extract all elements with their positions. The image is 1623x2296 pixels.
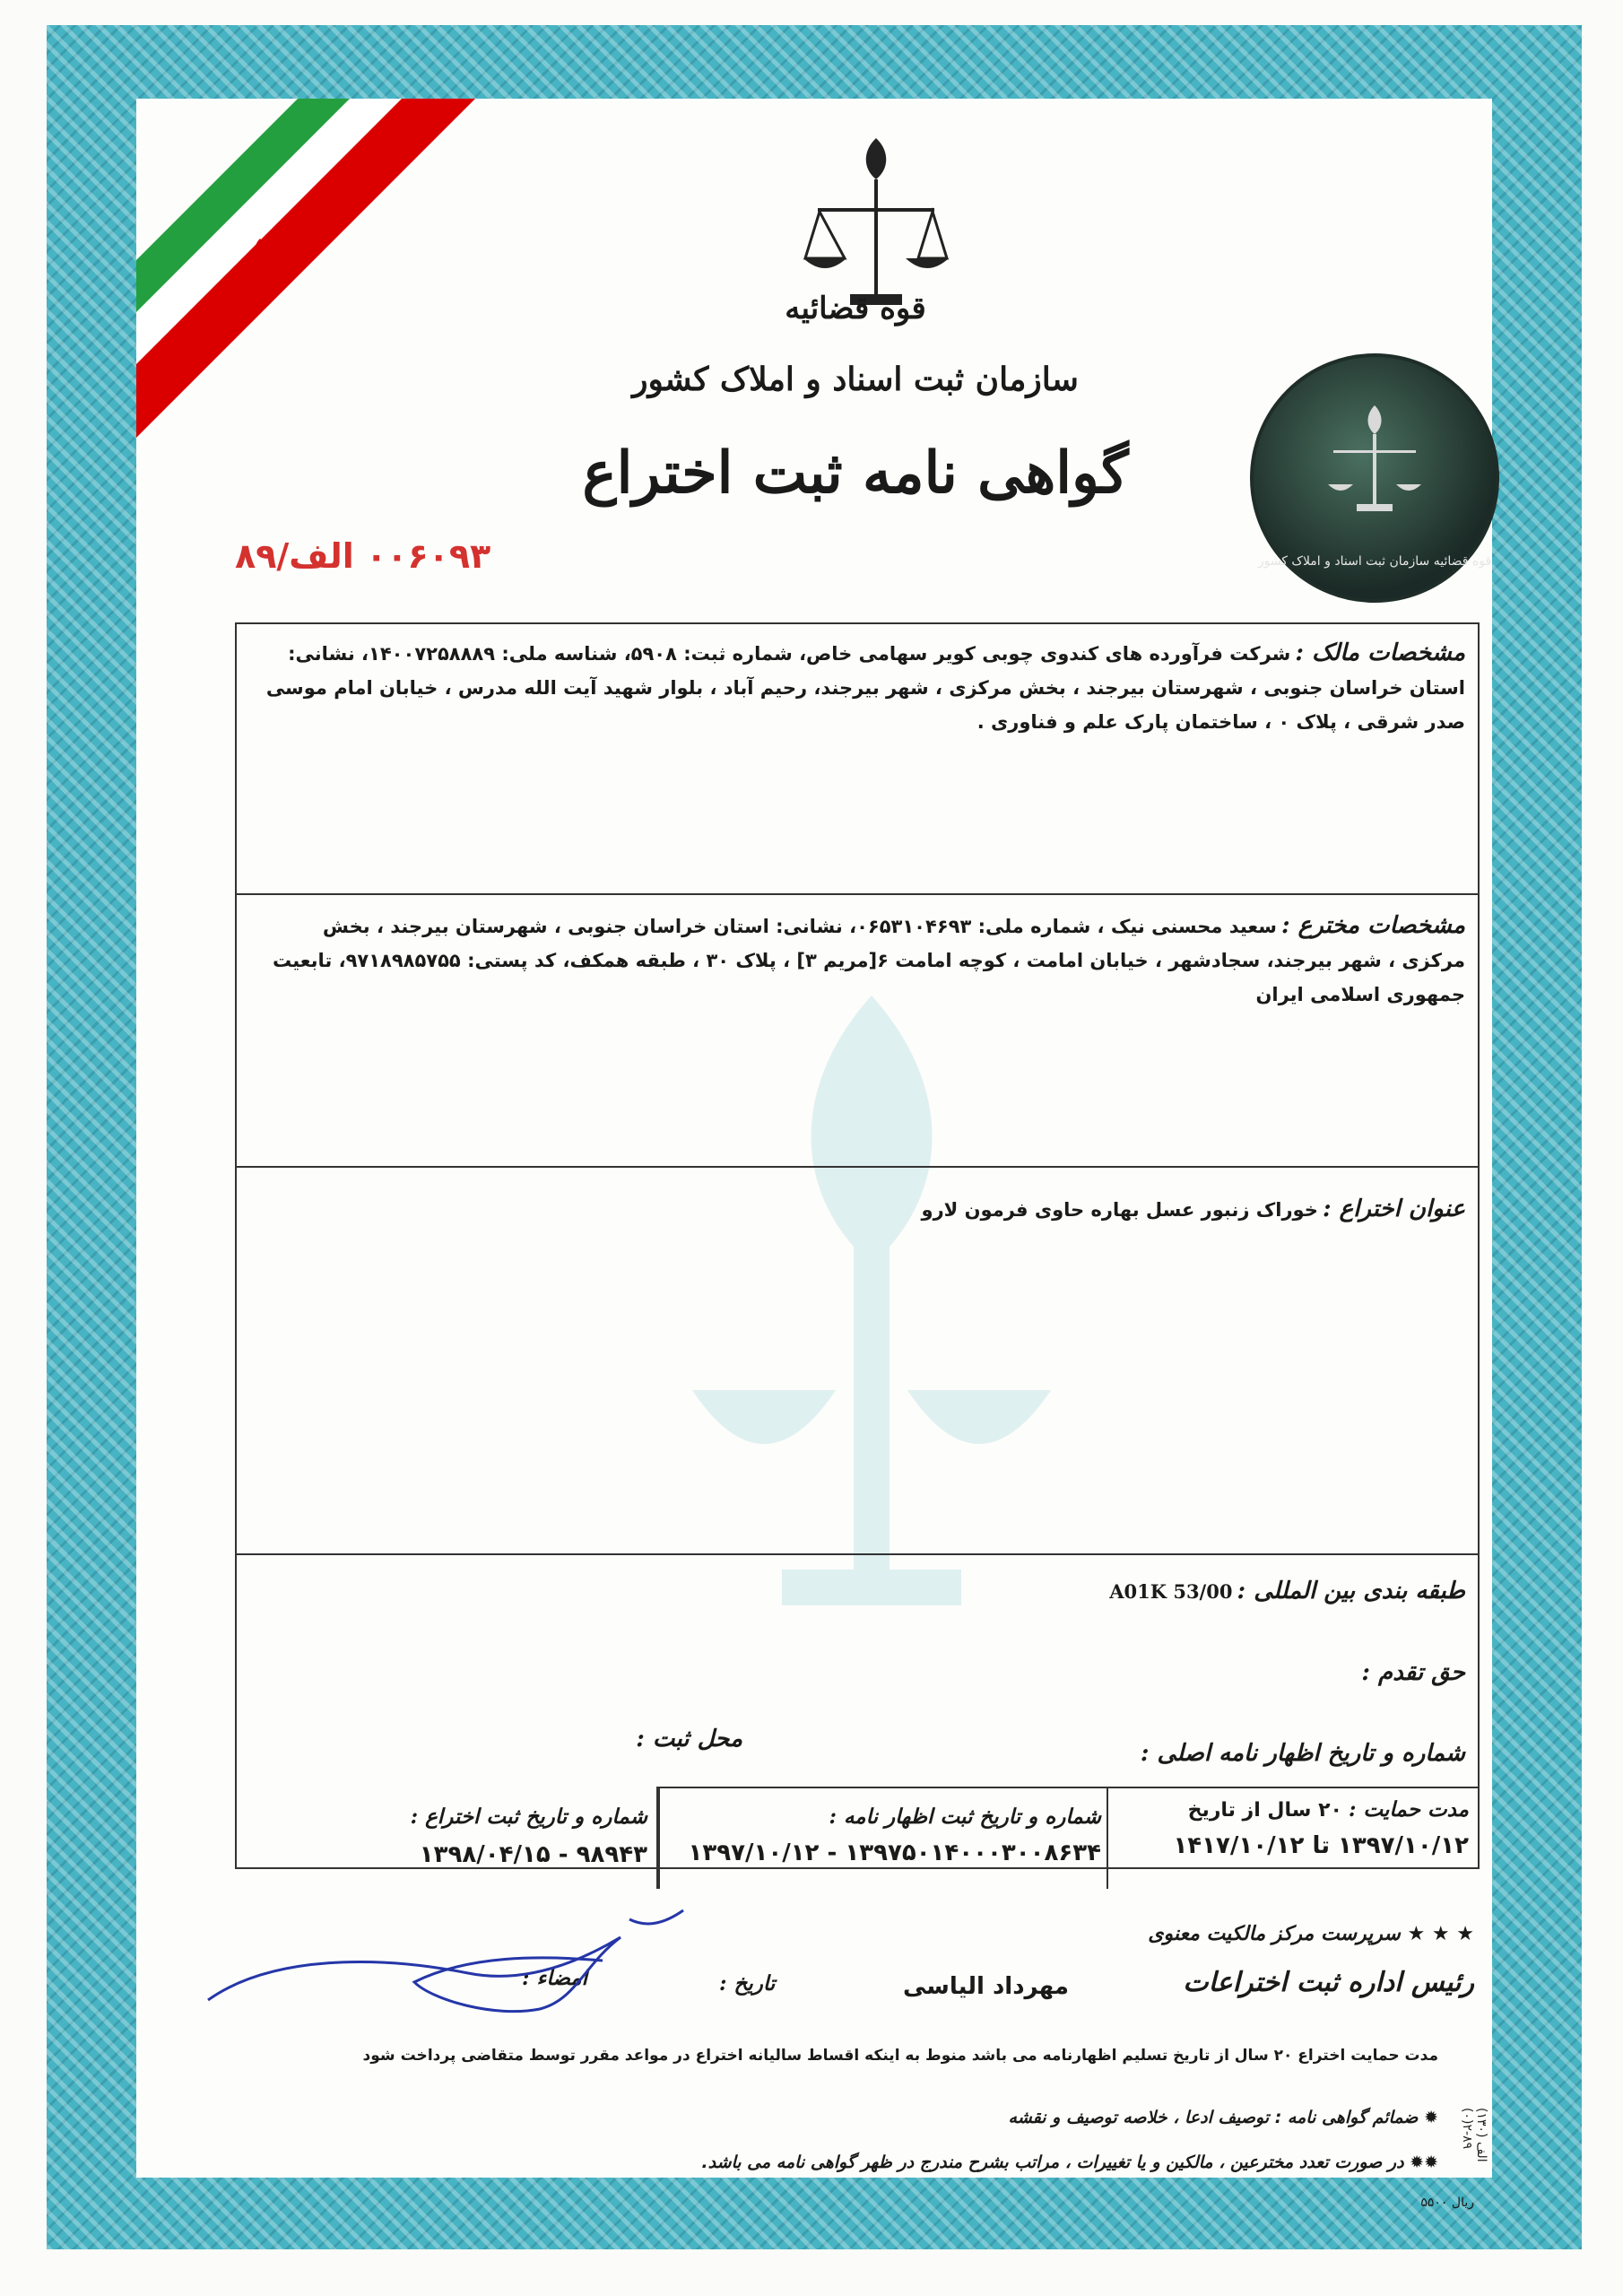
inventor-label: مشخصات مخترع : (1281, 912, 1465, 939)
head-of-office-title: رئیس اداره ثبت اختراعات (1183, 1967, 1474, 1998)
registration-date: ۱۳۹۸/۰۴/۱۵ (419, 1841, 551, 1868)
organization-name: سازمان ثبت اسناد و املاک کشور (632, 361, 1079, 398)
seal-scales-icon (1321, 402, 1428, 518)
judiciary-name: قوه قضائیه (785, 291, 926, 326)
certificate-paper (136, 99, 1492, 2210)
signature-label: امضاء : (522, 1966, 587, 1990)
attachments-note-text: ضمائم گواهی نامه : توصیف ادعا ، خلاصه توصیف و نقشه (1008, 2108, 1419, 2127)
owner-label: مشخصات مالک : (1295, 639, 1465, 666)
attachments-note: ✹ ضمائم گواهی نامه : توصیف ادعا ، خلاصه توصیف و نقشه (1008, 2108, 1438, 2127)
protection-to-date: ۱۴۱۷/۱۰/۱۲ (1173, 1832, 1305, 1859)
seal-text: قوه قضائیه سازمان ثبت اسناد و املاک کشور (1257, 554, 1492, 569)
invention-title-label: عنوان اختراع : (1322, 1196, 1465, 1222)
owner-value: شرکت فرآورده های کندوی چوبی کویر سهامی خاص، شماره ثبت: ۵۹۰۸، شناسه ملی: ۱۴۰۰۷۲۵۸۸۸۹، نشانی: استان خراسان جنوبی ، شهرستان بیرجند ، بخش مرکزی ، شهر بیرجند، رحیم آباد ، بلوار شهید آیت الله مدرس ، خیابان امام موسی صدر شرقی ، پلاک ۰ ، ساختمان پارک علم و فناوری . (265, 643, 1465, 733)
priority-label: حق تقدم : (1361, 1659, 1465, 1686)
classification-label: طبقه بندی بین المللی : (1237, 1578, 1465, 1605)
signer-name: مهرداد الیاسی (902, 1973, 1069, 2000)
declaration-cell: شماره و تاریخ ثبت اظهار نامه : ۱۳۹۷۵۰۱۴۰۰۰۳۰۰۸۶۳۴ - ۱۳۹۷/۱۰/۱۲ (671, 1805, 1101, 1866)
declaration-number: ۱۳۹۷۵۰۱۴۰۰۰۳۰۰۸۶۳۴ (845, 1839, 1101, 1866)
signature-date-label: تاریخ : (719, 1971, 776, 1996)
certificate-details-table (235, 622, 1480, 1869)
declaration-date: ۱۳۹۷/۱۰/۱۲ (688, 1839, 820, 1866)
owner-section (255, 637, 1465, 739)
multiple-inventors-note: ✹✹ در صورت تعدد مخترعین ، مالکین و یا تغییرات ، مراتب بشرح مندرج در ظهر گواهی نامه می باشد. (701, 2152, 1438, 2172)
invention-title-section (255, 1193, 1465, 1227)
registration-place-section (636, 1726, 742, 1752)
inventor-section (255, 909, 1465, 1012)
hologram-seal (1250, 353, 1499, 603)
form-code: (۱۳۰) الف ۸۹-۲(۰) (1460, 2108, 1488, 2162)
date-label-wrap (719, 1971, 775, 1996)
protection-from-date: ۱۳۹۷/۱۰/۱۲ (1338, 1832, 1469, 1859)
classification-value: A01K 53/00 (1109, 1580, 1233, 1603)
declaration-label: شماره و تاریخ ثبت اظهار نامه : (829, 1805, 1101, 1829)
department-stamp-text: سرپرست مرکز مالکیت معنوی (1148, 1923, 1401, 1945)
protection-duration: ۲۰ سال از تاریخ (1187, 1799, 1342, 1822)
inventor-value: سعید محسنی نیک ، شماره ملی: ۰۶۵۳۱۰۴۶۹۳، نشانی: استان خراسان جنوبی ، شهرستان بیرجند ، بخش مرکزی ، شهر بیرجند، سجادشهر ، خیابان امامت ، کوچه امامت ۶[مریم ۳] ، پلاک ۳۰ ، طبقه همکف، کد پستی: ۹۷۱۸۹۸۵۷۵۵، تابعیت جمهوری اسلامی ایران (272, 916, 1465, 1005)
protection-to-word: تا (1312, 1832, 1330, 1859)
price-badge: ۵۵۰۰ ریال (1420, 2196, 1474, 2210)
multiple-inventors-note-text: در صورت تعدد مخترعین ، مالکین و یا تغییرات ، مراتب بشرح مندرج در ظهر گواهی نامه می باشد. (701, 2152, 1404, 2172)
registration-cell: شماره و تاریخ ثبت اختراع : ۹۸۹۴۳ - ۱۳۹۸/۰۴/۱۵ (271, 1805, 647, 1868)
registration-label: شماره و تاریخ ثبت اختراع : (410, 1805, 647, 1829)
handwritten-signature (199, 1901, 701, 2027)
classification-section (255, 1575, 1465, 1609)
registration-place-label: محل ثبت : (636, 1726, 742, 1752)
flag-emblem-icon (242, 233, 278, 269)
fee-note: مدت حمایت اختراع ۲۰ سال از تاریخ تسلیم اظهارنامه می باشد منوط به اینکه اقساط سالیانه اختراع در مواعد مقرر توسط متقاضی پرداخت شود (362, 2047, 1438, 2065)
certificate-title: گواهی نامه ثبت اختراع (582, 439, 1129, 507)
serial-number: ۰۰۶۰۹۳ الف/۸۹ (235, 536, 491, 576)
priority-section (1361, 1659, 1465, 1686)
original-application-label: شماره و تاریخ اظهار نامه اصلی : (1140, 1740, 1465, 1767)
invention-title-value: خوراک زنبور عسل بهاره حاوی فرمون لارو (921, 1199, 1318, 1221)
original-application-section (1141, 1740, 1465, 1767)
protection-cell (1119, 1797, 1469, 1859)
registration-number: ۹۸۹۴۳ (576, 1841, 647, 1868)
protection-label: مدت حمایت : (1348, 1797, 1469, 1822)
decorative-border (47, 25, 1582, 2249)
department-stamp: ★ ★ ★ سرپرست مرکز مالکیت معنوی رئیس اداره ثبت اختراعات (1098, 1923, 1474, 1998)
dates-table (656, 1787, 1478, 1889)
